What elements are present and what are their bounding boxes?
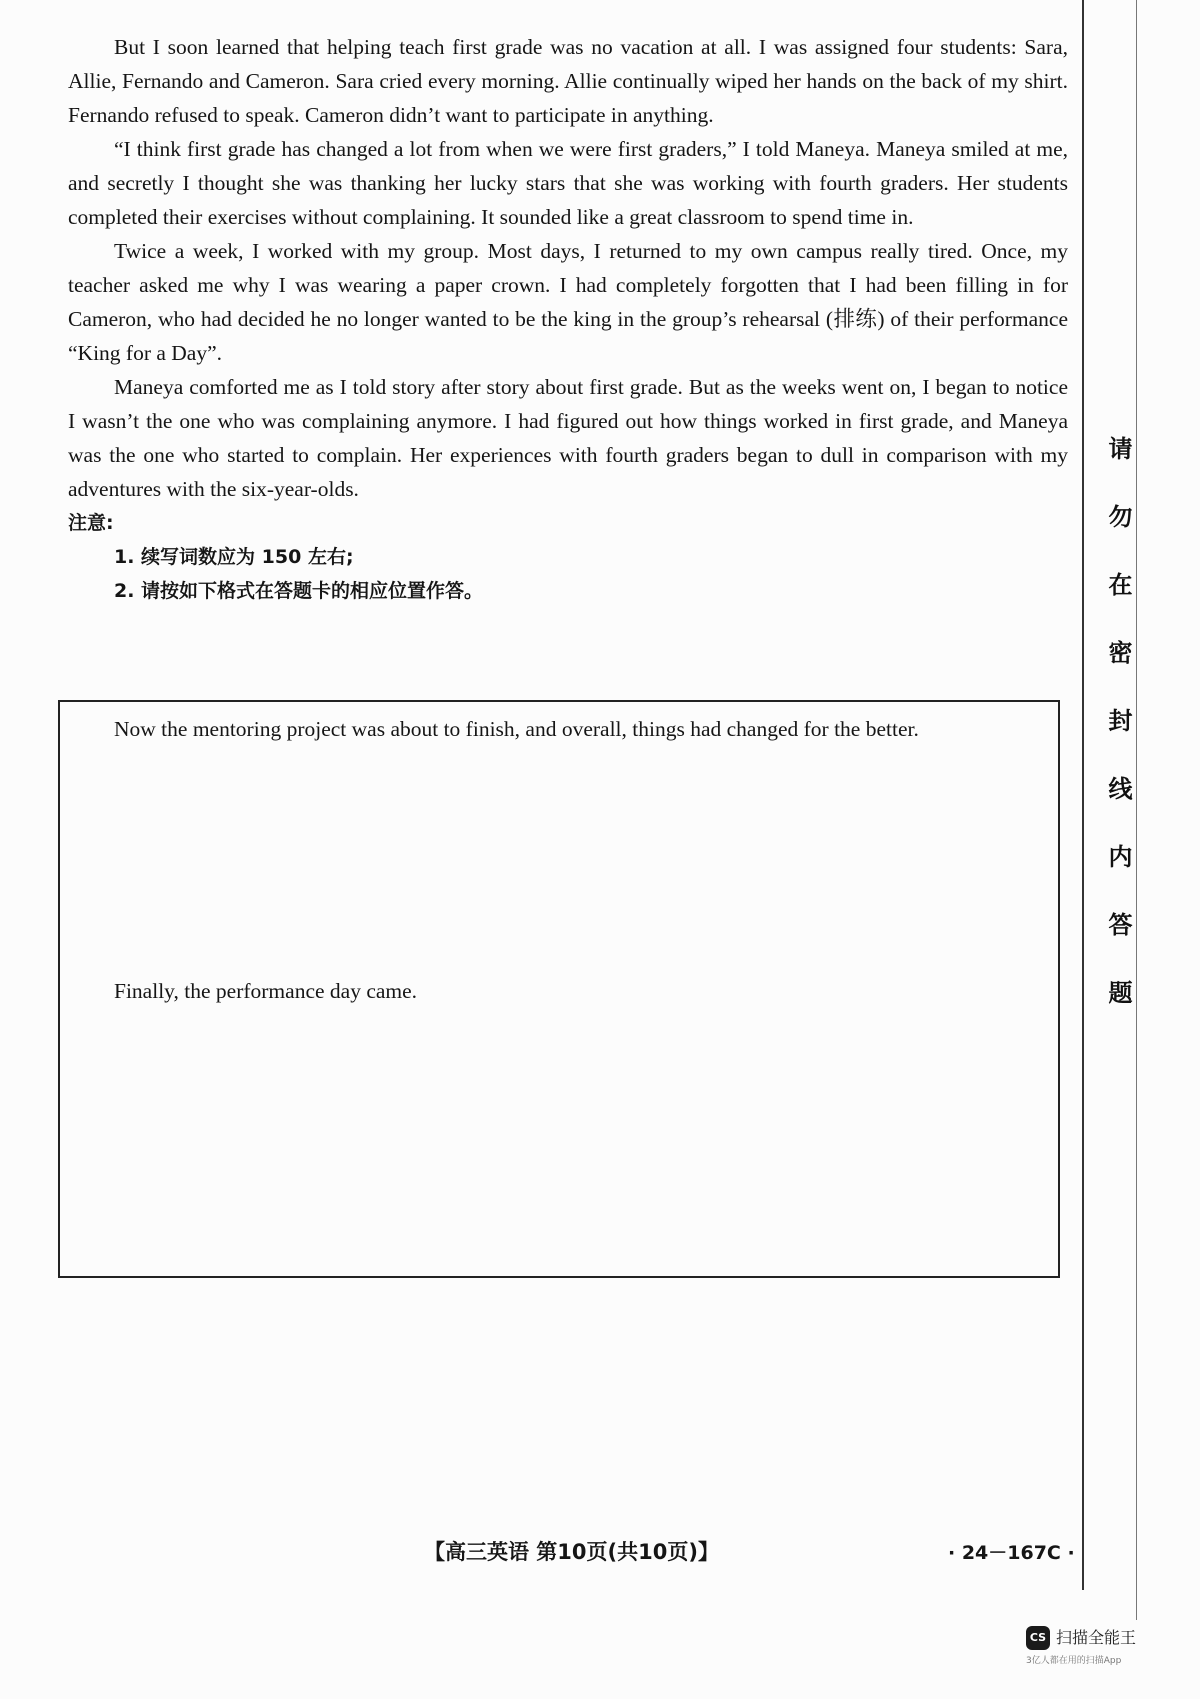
page-footer-label: 【高三英语 第10页(共10页)】 [424, 1540, 719, 1564]
sealing-line-warning: 请勿在密封线内答题 [1104, 436, 1132, 1048]
answer-box [58, 700, 1060, 1278]
binding-margin-line [1082, 0, 1084, 1590]
passage-paragraph-4: Maneya comforted me as I told story after story about first grade. But as the weeks went on, I began to notice I wasn’t the one who was complaining anymore. I had figured out how things worked in first grade, and Maneya was the one who started to complain. Her experiences with fourth graders began to dull in comparison with my adventures with the six-year-olds. [68, 375, 1068, 501]
passage-paragraph-3: Twice a week, I worked with my group. Most days, I returned to my own campus really tired. Once, my teacher asked me why I was wearing a paper crown. I had completely forgotten that I had been filling in for Cameron, who had decided he no longer wanted to be the king in the group’s rehearsal (排练) of their performance “King for a Day”. [68, 239, 1068, 365]
scanner-watermark [1026, 1626, 1176, 1672]
scanner-app-name: 扫描全能王 [1056, 1628, 1137, 1647]
passage-paragraph-2: “I think first grade has changed a lot from when we were first graders,” I told Maneya. Maneya smiled at me, and secretly I thought she was thanking her lucky stars that she was working with fourth graders. Her students completed their exercises without complaining. It sounded like a great classroom to spend time in. [68, 137, 1068, 229]
notes-heading: 注意: [68, 512, 114, 534]
passage-paragraph-1: But I soon learned that helping teach first grade was no vacation at all. I was assigned four students: Sara, Allie, Fernando and Cameron. Sara cried every morning. Allie continually wiped her hands on the back of my shirt. Fernando refused to speak. Cameron didn’t want to participate in anything. [68, 35, 1068, 127]
page-footer-code: · 24－167C · [948, 1542, 1075, 1564]
notes-item-answer-format: 2. 请按如下格式在答题卡的相应位置作答。 [114, 580, 484, 602]
binding-margin-edge [1136, 0, 1137, 1620]
answer-prompt-second-paragraph: Finally, the performance day came. [114, 979, 418, 1003]
answer-prompt-first-paragraph: Now the mentoring project was about to finish, and overall, things had changed for the better. [114, 717, 919, 741]
passage [68, 30, 1068, 608]
scanner-tagline: 3亿人都在用的扫描App [1026, 1656, 1122, 1666]
notes-item-word-count: 1. 续写词数应为 150 左右; [114, 546, 354, 568]
camscanner-logo-icon: CS [1026, 1626, 1050, 1650]
